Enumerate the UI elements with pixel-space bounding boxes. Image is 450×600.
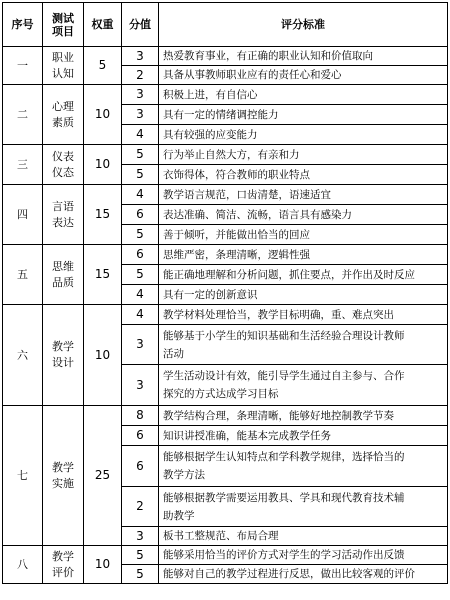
criterion-text-line: 衣饰得体，符合教师的职业特点 [163, 168, 310, 181]
criterion-text-line: 具有一定的创新意识 [163, 288, 258, 301]
criterion-text-line: 能够采用恰当的评价方式对学生的学习活动作出反馈 [163, 549, 405, 561]
criterion-score: 3 [122, 325, 159, 365]
section-seq: 七 [3, 406, 43, 546]
table-row [3, 305, 448, 325]
section-item-line: 仪态 [52, 165, 74, 179]
criterion-score: 4 [122, 125, 159, 145]
criterion-text-line: 能够根据学生认知特点和学科教学规律，选择恰当的 [163, 451, 405, 463]
criterion-text-line: 善于倾听，并能做出恰当的回应 [163, 228, 310, 241]
criterion-text-line: 具有一定的情绪调控能力 [163, 108, 279, 121]
scoring-table [2, 2, 448, 584]
table-row [3, 47, 448, 66]
table-row [3, 185, 448, 205]
criterion-text-line: 探究的方式达成学习目标 [163, 388, 279, 400]
criterion-text-line: 热爱教育事业，有正确的职业认知和价值取向 [163, 50, 373, 62]
criterion-text [159, 47, 448, 66]
section-seq: 八 [3, 546, 43, 584]
criterion-text [159, 105, 448, 125]
criterion-score: 5 [122, 225, 159, 245]
section-weight: 15 [84, 185, 122, 245]
criterion-text [159, 325, 448, 365]
section-seq: 二 [3, 85, 43, 145]
criterion-text-line: 教学方法 [163, 469, 205, 481]
criterion-text-line: 知识讲授准确，能基本完成教学任务 [163, 429, 331, 442]
section-seq: 一 [3, 47, 43, 85]
criterion-text-line: 具备从事教师职业应有的责任心和爱心 [163, 69, 342, 81]
criterion-text [159, 125, 448, 145]
section-seq: 五 [3, 245, 43, 305]
criterion-text [159, 487, 448, 527]
section-item-line: 素质 [52, 115, 74, 129]
section-weight: 10 [84, 85, 122, 145]
criterion-score: 2 [122, 66, 159, 85]
criterion-score: 5 [122, 546, 159, 565]
header-item-line-1: 测试 [52, 11, 74, 25]
section-item [43, 47, 84, 85]
criterion-text-line: 学生活动设计有效，能引导学生通过自主参与、合作 [163, 370, 405, 382]
section-item-line: 品质 [52, 275, 74, 289]
criterion-score: 3 [122, 527, 159, 546]
table-row [3, 546, 448, 565]
criterion-score: 3 [122, 105, 159, 125]
section-item [43, 305, 84, 406]
section-seq: 六 [3, 305, 43, 406]
table-row [3, 145, 448, 165]
criterion-score: 8 [122, 406, 159, 426]
criterion-text-line: 表达准确、简洁、流畅，语言具有感染力 [163, 208, 352, 221]
section-item-line: 职业 [52, 50, 74, 64]
criterion-score: 5 [122, 265, 159, 285]
section-weight: 25 [84, 406, 122, 546]
criterion-text [159, 205, 448, 225]
section-item-line: 教学 [52, 549, 74, 563]
section-item-line: 教学 [52, 340, 74, 353]
header-score: 分值 [122, 3, 159, 47]
criterion-text [159, 145, 448, 165]
section-item [43, 245, 84, 305]
section-item [43, 185, 84, 245]
criterion-score: 4 [122, 285, 159, 305]
criterion-text-line: 能够基于小学生的知识基础和生活经验合理设计教师 [163, 329, 405, 342]
table-row [3, 406, 448, 426]
criterion-score: 6 [122, 205, 159, 225]
section-item-line: 仪表 [52, 149, 74, 163]
criterion-text [159, 66, 448, 85]
table-header-row [3, 3, 448, 47]
criterion-text [159, 546, 448, 565]
criterion-text-line: 能正确地理解和分析问题，抓住要点，并作出及时反应 [163, 268, 415, 281]
criterion-text [159, 85, 448, 105]
criterion-text-line: 教学结构合理，条理清晰，能够好地控制教学节奏 [163, 409, 394, 422]
criterion-text-line: 思维严密，条理清晰，逻辑性强 [163, 248, 310, 261]
section-item-line: 言语 [52, 199, 74, 213]
header-item [43, 3, 84, 47]
header-seq: 序号 [3, 3, 43, 47]
criterion-text [159, 406, 448, 426]
criterion-score: 5 [122, 145, 159, 165]
section-item-line: 思维 [52, 259, 74, 273]
section-item-line: 教学 [52, 460, 74, 474]
criterion-score: 3 [122, 365, 159, 406]
section-item [43, 406, 84, 546]
criterion-score: 3 [122, 85, 159, 105]
section-item-line: 实施 [52, 476, 74, 490]
criterion-text-line: 行为举止自然大方，有亲和力 [163, 148, 300, 161]
section-weight: 15 [84, 245, 122, 305]
section-weight: 10 [84, 305, 122, 406]
criterion-text [159, 285, 448, 305]
criterion-text [159, 265, 448, 285]
section-item-line: 心理 [52, 99, 74, 113]
criterion-score: 6 [122, 426, 159, 446]
criterion-score: 3 [122, 47, 159, 66]
section-item-line: 评价 [52, 565, 74, 579]
criterion-score: 4 [122, 185, 159, 205]
criterion-text-line: 能够根据教学需要运用教具、学具和现代教育技术辅 [163, 491, 405, 504]
criterion-score: 6 [122, 446, 159, 487]
criterion-score: 5 [122, 565, 159, 584]
section-item-line: 认知 [52, 66, 74, 80]
criterion-score: 4 [122, 305, 159, 325]
header-item-line-2: 项目 [52, 24, 74, 38]
criterion-text-line: 教学材料处理恰当，教学目标明确，重、难点突出 [163, 308, 394, 321]
section-seq: 三 [3, 145, 43, 185]
header-criteria: 评分标准 [159, 3, 448, 47]
criterion-text [159, 446, 448, 487]
criterion-text [159, 185, 448, 205]
criterion-text [159, 305, 448, 325]
table-row [3, 85, 448, 105]
criterion-score: 2 [122, 487, 159, 527]
criterion-text-line: 能够对自己的教学过程进行反思，做出比较客观的评价 [163, 568, 415, 580]
section-item [43, 145, 84, 185]
section-seq: 四 [3, 185, 43, 245]
criterion-text [159, 527, 448, 546]
criterion-text [159, 225, 448, 245]
criterion-text [159, 565, 448, 584]
section-weight: 10 [84, 546, 122, 584]
criterion-text-line: 活动 [163, 347, 184, 360]
section-item [43, 546, 84, 584]
section-weight: 5 [84, 47, 122, 85]
criterion-text-line: 具有较强的应变能力 [163, 128, 258, 141]
criterion-text [159, 245, 448, 265]
table-body [3, 47, 448, 584]
criterion-text-line: 积极上进，有自信心 [163, 88, 258, 101]
header-weight: 权重 [84, 3, 122, 47]
criterion-text [159, 365, 448, 406]
criterion-score: 5 [122, 165, 159, 185]
section-weight: 10 [84, 145, 122, 185]
table-row [3, 245, 448, 265]
criterion-text [159, 426, 448, 446]
section-item [43, 85, 84, 145]
criterion-text [159, 165, 448, 185]
criterion-text-line: 助教学 [163, 509, 195, 522]
criterion-score: 6 [122, 245, 159, 265]
criterion-text-line: 教学语言规范，口齿清楚，语速适宜 [163, 188, 331, 201]
section-item-line: 表达 [52, 215, 74, 229]
section-item-line: 设计 [52, 356, 74, 369]
criterion-text-line: 板书工整规范、布局合理 [163, 530, 279, 542]
